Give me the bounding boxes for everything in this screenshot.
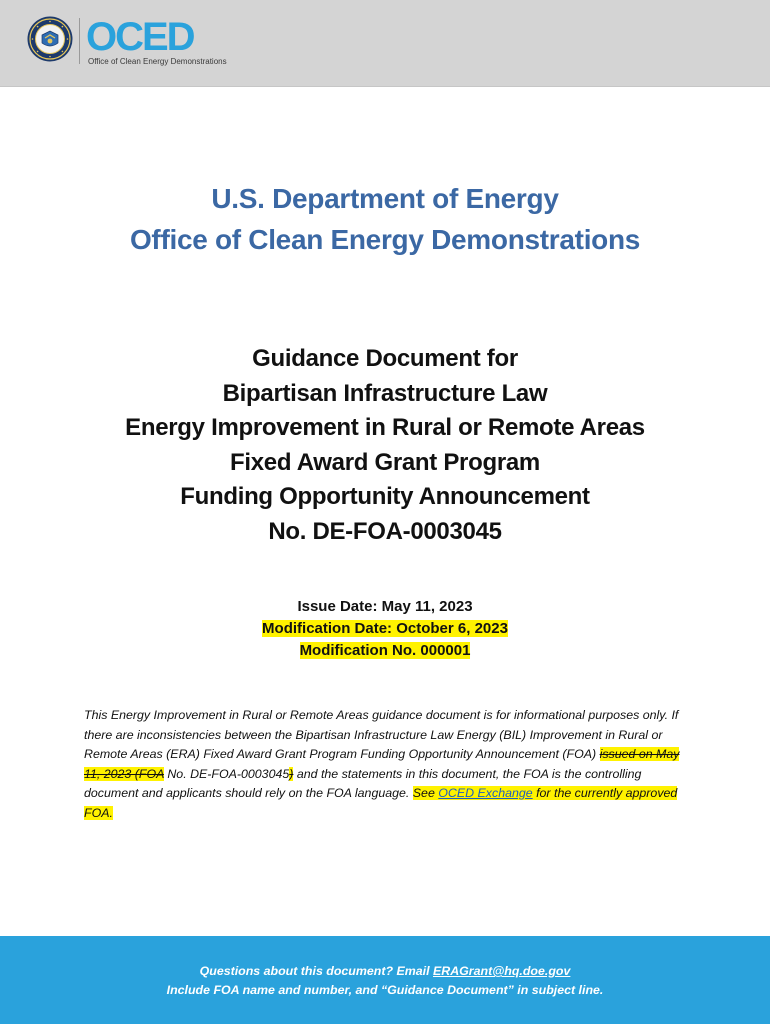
footer-instructions: Include FOA name and number, and “Guidance Document” in subject line. [166,983,604,997]
doe-seal-icon [27,16,73,62]
title-line-4: Fixed Award Grant Program [230,448,540,476]
disclaimer-struck-paren: ) [289,766,294,781]
modification-number: Modification No. 000001 [299,642,471,659]
logo-divider [79,18,80,64]
title-line-1: Guidance Document for [252,345,518,372]
disclaimer-text-1: This Energy Improvement in Rural or Remote Areas guidance document is for informational purposes only. If there are inconsistencies between the Bipartisan Infrastructure Law Energy (BIL) Improvement in Rural or Remote Areas (ERA) Fixed Award Grant Program Funding Opportunity Announcement (FOA) [84,708,679,761]
disclaimer-paragraph [84,706,684,823]
disclaimer-text-2: No. DE-FOA-0003045 [163,766,290,781]
agency-line-2: Office of Clean Energy Demonstrations [129,224,641,255]
agency-title [0,178,770,260]
disclaimer-see: See [412,786,439,800]
issue-date: Issue Date: May 11, 2023 [297,598,473,615]
title-line-5: Funding Opportunity Announcement [180,483,590,510]
title-line-2: Bipartisan Infrastructure Law [222,379,548,407]
footer-question: Questions about this document? Email [199,964,433,978]
oced-exchange-link[interactable]: OCED Exchange [438,786,533,800]
title-line-3: Energy Improvement in Rural or Remote Areas [125,414,645,441]
document-title [0,342,770,549]
disclaimer-text-3: and the statements in this document, the FOA is the controlling document and applicants should rely on the FOA language. [84,766,642,800]
dates-block [0,596,770,662]
footer-email-link[interactable]: ERAGrant@hq.doe.gov [433,964,571,978]
oced-logo-text: OCED [86,15,194,59]
disclaimer-after-link: for the currently approved FOA. [84,786,678,820]
page-header [0,0,770,87]
agency-line-1: U.S. Department of Energy [211,183,559,214]
modification-date: Modification Date: October 6, 2023 [262,620,508,637]
oced-logo-subtitle: Office of Clean Energy Demonstrations [88,57,227,66]
title-line-6: No. DE-FOA-0003045 [268,517,502,545]
footer-contact [0,962,770,1000]
disclaimer-struck-text: issued on May 11, 2023 (FOA [84,747,680,781]
